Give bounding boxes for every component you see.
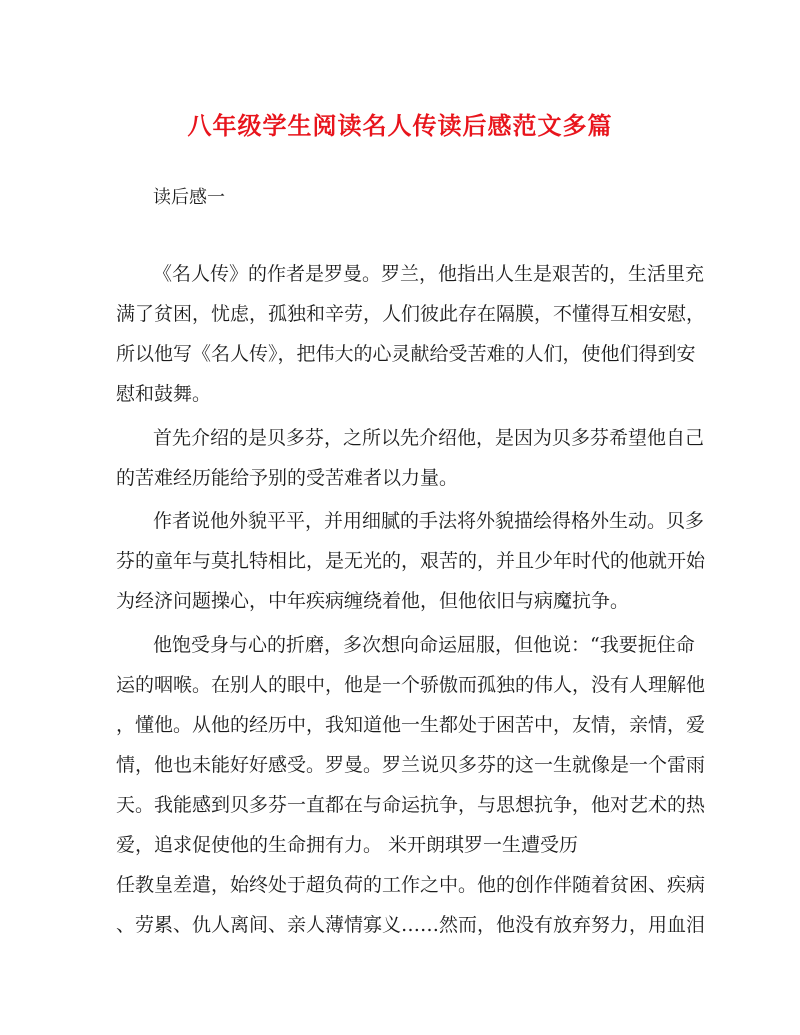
- text-line: 满了贫困，忧虑，孤独和辛劳，人们彼此存在隔膜，不懂得互相安慰，: [116, 303, 706, 325]
- section-heading: 读后感一: [153, 187, 225, 208]
- text-line: 的苦难经历能给予别的受苦难者以力量。: [116, 467, 459, 489]
- text-line: 作者说他外貌平平，并用细腻的手法将外貌描绘得格外生动。贝多: [153, 510, 705, 532]
- text-line: 情，他也未能好好感受。罗曼。罗兰说贝多芬的这一生就像是一个雷雨: [116, 754, 706, 776]
- text-line: 慰和鼓舞。: [116, 383, 212, 405]
- text-line: ，懂他。从他的经历中，我知道他一生都处于困苦中，友情，亲情，爱: [116, 714, 706, 736]
- text-line: 运的咽喉。在别人的眼中，他是一个骄傲而孤独的伟人，没有人理解他: [116, 674, 706, 696]
- text-line: 、劳累、仇人离间、亲人薄情寡义……然而，他没有放弃努力，用血泪: [116, 914, 706, 936]
- text-line: 《名人传》的作者是罗曼。罗兰，他指出人生是艰苦的，生活里充: [153, 263, 705, 285]
- text-line: 为经济问题操心，中年疾病缠绕着他，但他依旧与病魔抗争。: [116, 590, 630, 612]
- document-title: 八年级学生阅读名人传读后感范文多篇: [187, 111, 613, 140]
- text-line: 天。我能感到贝多芬一直都在与命运抗争，与思想抗争，他对艺术的热: [116, 794, 706, 816]
- text-line: 芬的童年与莫扎特相比，是无光的，艰苦的，并且少年时代的他就开始: [116, 550, 706, 572]
- text-line: 任教皇差遣，始终处于超负荷的工作之中。他的创作伴随着贫困、疾病: [116, 874, 706, 896]
- text-line: 爱，追求促使他的生命拥有力。 米开朗琪罗一生遭受历: [116, 834, 579, 856]
- text-line: 他饱受身与心的折磨，多次想向命运屈服，但他说：“我要扼住命: [153, 634, 695, 656]
- text-line: 首先介绍的是贝多芬，之所以先介绍他，是因为贝多芬希望他自己: [153, 427, 705, 449]
- text-line: 所以他写《名人传》，把伟大的心灵献给受苦难的人们，使他们得到安: [116, 343, 696, 365]
